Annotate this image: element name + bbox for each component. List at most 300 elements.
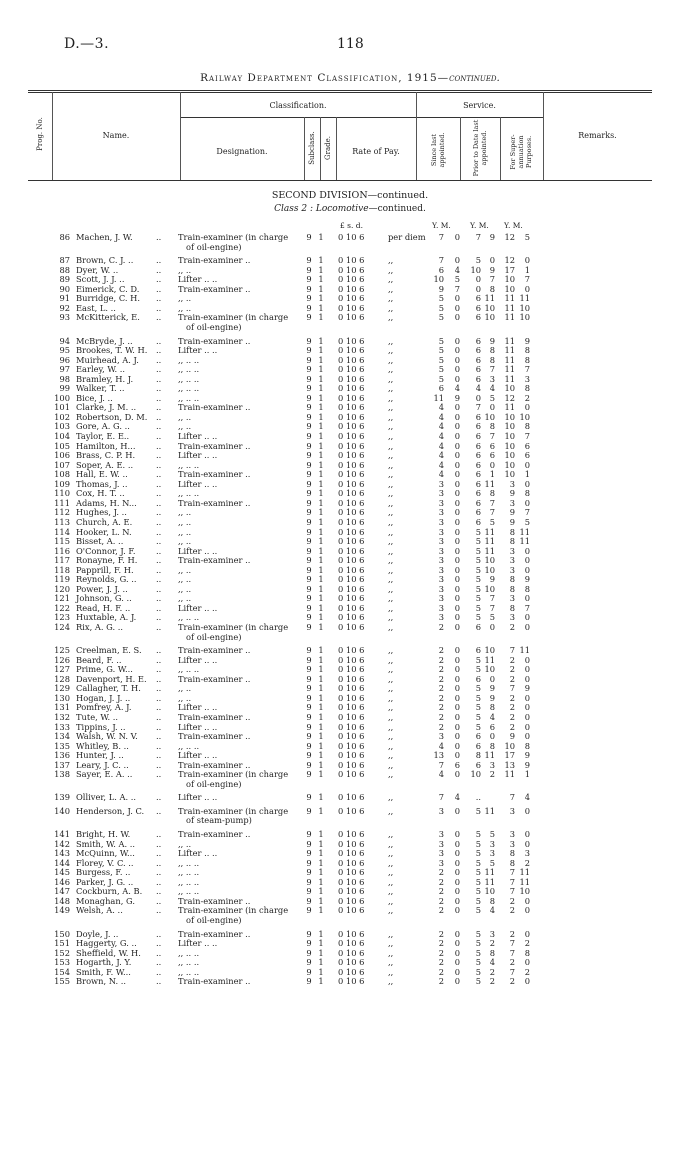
cell-per: ,, (388, 976, 394, 987)
cell-gr: 1 (318, 867, 324, 878)
cell-no: 112 (54, 507, 70, 518)
cell-no: 127 (54, 664, 70, 675)
cell-dots: .. (156, 516, 162, 527)
cell-no: 108 (54, 469, 70, 480)
cell-gr: 1 (318, 274, 324, 285)
cell-um: 3 (524, 373, 530, 384)
cell-dots: .. (156, 867, 162, 878)
cell-rate: 0 10 6 (338, 583, 365, 594)
cell-py: 6 (475, 497, 481, 508)
cell-des: ,, .. (178, 293, 192, 304)
cell-name: Hogarth, J. Y. (76, 957, 132, 968)
cell-pm: 5 (489, 392, 495, 403)
cell-per: ,, (388, 664, 394, 675)
cell-sm: 0 (454, 488, 460, 499)
cell-name: Earley, W. .. (76, 364, 126, 375)
cell-uy: 11 (504, 345, 515, 356)
cell-py: 5 (475, 583, 481, 594)
cell-no: 103 (54, 421, 70, 432)
table-row (0, 232, 700, 242)
cell-rate: 0 10 6 (338, 392, 365, 403)
cell-des: ,, .. .. (178, 373, 200, 384)
cell-um: 7 (524, 274, 530, 285)
cell-des: Lifter .. .. (178, 792, 218, 803)
cell-sy: 3 (438, 497, 444, 508)
table-row (0, 374, 700, 384)
cell-no: 138 (54, 769, 70, 780)
table-row (0, 593, 700, 603)
cell-name: Soper, A. E. .. (76, 459, 134, 470)
cell-rate: 0 10 6 (338, 938, 365, 949)
cell-gr: 1 (318, 769, 324, 780)
cell-sub: 9 (306, 702, 312, 713)
cell-sm: 0 (454, 711, 460, 722)
cell-no: 128 (54, 673, 70, 684)
cell-um: 11 (519, 536, 530, 547)
cell-um: 1 (524, 264, 530, 275)
cell-sy: 3 (438, 602, 444, 613)
cell-sm: 0 (454, 905, 460, 916)
cell-sm: 0 (454, 450, 460, 461)
cell-per: ,, (388, 957, 394, 968)
cell-sub: 9 (306, 905, 312, 916)
cell-dots: .. (156, 740, 162, 751)
cell-sub: 9 (306, 928, 312, 939)
cell-des: ,, .. .. (178, 364, 200, 375)
cell-sy: 4 (438, 411, 444, 422)
cell-name: Florey, V. C. .. (76, 857, 134, 868)
cell-uy: 7 (509, 947, 515, 958)
cell-sub: 9 (306, 895, 312, 906)
cell-sm: 0 (454, 526, 460, 537)
table-row (0, 284, 700, 294)
cell-des: ,, .. (178, 683, 192, 694)
cell-uy: 9 (509, 507, 515, 518)
cell-um: 1 (524, 769, 530, 780)
cell-rate: 0 10 6 (338, 966, 365, 977)
cell-py: 5 (475, 664, 481, 675)
cell-dots: .. (156, 848, 162, 859)
cell-pm: 3 (489, 838, 495, 849)
cell-dots: .. (156, 593, 162, 604)
cell-gr: 1 (318, 966, 324, 977)
cell-py: 5 (475, 602, 481, 613)
cell-rate: 0 10 6 (338, 274, 365, 285)
cell-py: 5 (475, 966, 481, 977)
cell-pm: 7 (489, 593, 495, 604)
cell-um: 0 (524, 402, 530, 413)
cell-per: ,, (388, 759, 394, 770)
cell-py: 5 (475, 876, 481, 887)
cell-py: 6 (475, 740, 481, 751)
cell-sub: 9 (306, 564, 312, 575)
cell-sm: 0 (454, 497, 460, 508)
cell-name: Hogan, J. J. .. (76, 692, 131, 703)
cell-sub: 9 (306, 431, 312, 441)
cell-sy: 3 (438, 564, 444, 575)
cell-uy: 7 (509, 876, 515, 887)
cell-sub: 9 (306, 440, 312, 451)
cell-um: 11 (519, 526, 530, 537)
cell-pm: 5 (489, 857, 495, 868)
cell-sm: 0 (454, 805, 460, 816)
cell-per: ,, (388, 928, 394, 939)
cell-des: Train-examiner .. (178, 829, 251, 839)
cell-gr: 1 (318, 622, 324, 632)
table-title (0, 72, 700, 84)
cell-dots: .. (156, 838, 162, 849)
cell-py: 6 (475, 459, 481, 470)
cell-sy: 2 (438, 938, 444, 949)
cell-um: 9 (524, 683, 530, 694)
cell-gr: 1 (318, 683, 324, 694)
cell-py: 5 (475, 895, 481, 906)
cell-py: 5 (475, 938, 481, 949)
cell-pm: 10 (484, 564, 495, 575)
cell-per: ,, (388, 838, 394, 849)
cell-pm: 9 (489, 683, 495, 694)
cell-sy: 3 (438, 593, 444, 604)
cell-dots: .. (156, 459, 162, 470)
cell-no: 130 (54, 692, 70, 703)
cell-um: 10 (519, 411, 530, 422)
cell-pm: 2 (489, 769, 495, 780)
cell-no: 118 (54, 564, 70, 575)
cell-no: 123 (54, 612, 70, 623)
cell-sub: 9 (306, 345, 312, 356)
cell-dots: .. (156, 283, 162, 294)
table-row (0, 712, 700, 722)
classification-underline (180, 117, 416, 118)
table-row (0, 674, 700, 684)
table-row (0, 450, 700, 460)
cell-um: 7 (524, 431, 530, 441)
cell-rate: 0 10 6 (338, 354, 365, 365)
cell-sy: 2 (438, 895, 444, 906)
cell-des: Train-examiner .. (178, 255, 251, 266)
cell-py: 6 (475, 421, 481, 432)
cell-sy: 2 (438, 664, 444, 675)
cell-name: Burridge, C. H. (76, 293, 141, 304)
cell-per: ,, (388, 731, 394, 742)
cell-gr: 1 (318, 293, 324, 304)
cell-sy: 13 (433, 750, 444, 761)
cell-per: ,, (388, 392, 394, 403)
cell-gr: 1 (318, 876, 324, 887)
cell-pm: 3 (489, 373, 495, 384)
cell-rate: 0 10 6 (338, 673, 365, 684)
cell-pm: 10 (484, 411, 495, 422)
cell-sy: 2 (438, 683, 444, 694)
cell-uy: 8 (509, 857, 515, 868)
page-number: 118 (337, 36, 364, 52)
col-prior-to: Prior to Date last appointed. (472, 119, 488, 177)
cell-sy: 3 (438, 857, 444, 868)
table-row (0, 612, 700, 622)
cell-sm: 4 (454, 264, 460, 275)
cell-des: ,, .. .. (178, 740, 200, 751)
cell-pm: 11 (484, 750, 495, 761)
cell-per: ,, (388, 602, 394, 613)
cell-des: Train-examiner .. (178, 335, 251, 346)
cell-sub: 9 (306, 731, 312, 742)
cell-dots: .. (156, 302, 162, 313)
cell-sm: 0 (454, 721, 460, 732)
cell-uy: 10 (504, 431, 515, 441)
cell-per: ,, (388, 478, 394, 489)
cell-pm: 8 (489, 283, 495, 294)
cell-sm: 0 (454, 354, 460, 365)
cell-des: Train-examiner .. (178, 440, 251, 451)
cell-sub: 9 (306, 829, 312, 839)
cell-gr: 1 (318, 302, 324, 313)
cell-sy: 4 (438, 431, 444, 441)
cell-py: 5 (475, 545, 481, 556)
table-row (0, 574, 700, 584)
cell-uy: 2 (509, 702, 515, 713)
cell-rate: 0 10 6 (338, 497, 365, 508)
cell-um: 5 (524, 232, 530, 242)
cell-no: 153 (54, 957, 70, 968)
cell-des: ,, .. .. (178, 876, 200, 887)
cell-sub: 9 (306, 507, 312, 518)
table-row (0, 750, 700, 760)
table-row (0, 896, 700, 906)
cell-sub: 9 (306, 555, 312, 566)
cell-name: Church, A. E. (76, 516, 133, 527)
cell-dots: .. (156, 769, 162, 780)
cell-sub: 9 (306, 255, 312, 266)
cell-dots: .. (156, 450, 162, 461)
cell-um: 6 (524, 450, 530, 461)
cell-rate: 0 10 6 (338, 459, 365, 470)
cell-gr: 1 (318, 536, 324, 547)
cell-sub: 9 (306, 421, 312, 432)
cell-per: ,, (388, 507, 394, 518)
cell-sy: 3 (438, 488, 444, 499)
cell-no: 104 (54, 431, 70, 441)
cell-sm: 0 (454, 740, 460, 751)
cell-name: Power, J. J. .. (76, 583, 128, 594)
cell-per: ,, (388, 876, 394, 887)
cell-uy: 11 (504, 373, 515, 384)
cell-py: 6 (475, 478, 481, 489)
cell-no: 90 (59, 283, 70, 294)
cell-rate: 0 10 6 (338, 602, 365, 613)
cell-py: 6 (475, 507, 481, 518)
table-row (0, 806, 700, 816)
table-row (0, 603, 700, 613)
cell-rate: 0 10 6 (338, 759, 365, 770)
cell-sy: 4 (438, 740, 444, 751)
cell-per: ,, (388, 354, 394, 365)
cell-dots: .. (156, 335, 162, 346)
cell-rate: 0 10 6 (338, 612, 365, 623)
cell-pm: 11 (484, 478, 495, 489)
cell-dots: .. (156, 255, 162, 266)
cell-des: Train-examiner .. (178, 759, 251, 770)
cell-uy: 9 (509, 731, 515, 742)
cell-name: Brookes, T. W. H. (76, 345, 148, 356)
cell-sub: 9 (306, 721, 312, 732)
cell-per: ,, (388, 593, 394, 604)
cell-um: 0 (524, 593, 530, 604)
cell-py: 5 (475, 947, 481, 958)
cell-sub: 9 (306, 402, 312, 413)
cell-name: Bisset, A. .. (76, 536, 124, 547)
cell-per: ,, (388, 702, 394, 713)
cell-sm: 0 (454, 886, 460, 897)
cell-des: Lifter .. .. (178, 938, 218, 949)
cell-pm: 0 (489, 731, 495, 742)
cell-um: 0 (524, 478, 530, 489)
cell-pm: 4 (489, 905, 495, 916)
cell-py: 6 (475, 411, 481, 422)
division-heading: SECOND DIVISION—continued. (271, 190, 429, 201)
cell-dots: .. (156, 673, 162, 684)
cell-no: 96 (59, 354, 70, 365)
cell-des-continued: of oil-engine) (186, 914, 242, 925)
cell-py: 6 (475, 469, 481, 480)
cell-sm: 7 (454, 283, 460, 294)
col-remarks: Remarks. (578, 131, 617, 140)
cell-per: ,, (388, 654, 394, 665)
cell-no: 114 (54, 526, 70, 537)
cell-des: Train-examiner (in charge (178, 622, 289, 632)
cell-py: 0 (475, 283, 481, 294)
table-row (0, 769, 700, 779)
cell-per: ,, (388, 555, 394, 566)
cell-pm: 3 (489, 928, 495, 939)
cell-gr: 1 (318, 488, 324, 499)
cell-no: 101 (54, 402, 70, 413)
cell-sy: 2 (438, 886, 444, 897)
cell-des: Lifter .. .. (178, 274, 218, 285)
cell-name: Haggerty, G. .. (76, 938, 137, 949)
cell-des: Train-examiner .. (178, 976, 251, 987)
cell-py: 5 (475, 564, 481, 575)
cell-per: ,, (388, 769, 394, 780)
cell-name: Pomfrey, A. J. (76, 702, 132, 713)
cell-um: 8 (524, 740, 530, 751)
table-row-continuation (0, 242, 700, 252)
cell-um: 0 (524, 459, 530, 470)
cell-um: 8 (524, 488, 530, 499)
cell-uy: 2 (509, 711, 515, 722)
cell-sy: 5 (438, 312, 444, 323)
cell-gr: 1 (318, 905, 324, 916)
table-row (0, 976, 700, 986)
cell-sm: 0 (454, 976, 460, 987)
cell-rate: 0 10 6 (338, 469, 365, 480)
table-row (0, 645, 700, 655)
cell-sy: 3 (438, 526, 444, 537)
cell-gr: 1 (318, 805, 324, 816)
cell-sub: 9 (306, 526, 312, 537)
cell-py: 6 (475, 345, 481, 356)
cell-rate: 0 10 6 (338, 683, 365, 694)
cell-sy: 2 (438, 867, 444, 878)
cell-sm: 0 (454, 769, 460, 780)
cell-pm: 10 (484, 555, 495, 566)
cell-des: ,, .. .. (178, 392, 200, 403)
cell-sm: 0 (454, 683, 460, 694)
cell-pm: 0 (489, 255, 495, 266)
cell-uy: 3 (509, 555, 515, 566)
cell-gr: 1 (318, 383, 324, 394)
cell-um: 7 (524, 507, 530, 518)
cell-py: 6 (475, 302, 481, 313)
cell-uy: 2 (509, 692, 515, 703)
cell-pm: 7 (489, 507, 495, 518)
cell-name: Doyle, J. .. (76, 928, 119, 939)
cell-name: Hunter, J. .. (76, 750, 124, 761)
cell-des: Train-examiner (in charge (178, 805, 289, 816)
cell-py: 6 (475, 364, 481, 375)
cell-um: 0 (524, 976, 530, 987)
cell-sub: 9 (306, 938, 312, 949)
cell-dots: .. (156, 574, 162, 585)
cell-des: Train-examiner (in charge (178, 312, 289, 323)
cell-sm: 0 (454, 593, 460, 604)
cell-sy: 3 (438, 545, 444, 556)
cell-sm: 0 (454, 876, 460, 887)
cell-pm: 7 (489, 497, 495, 508)
cell-py: 7 (475, 402, 481, 413)
cell-um: 0 (524, 905, 530, 916)
cell-sm: 0 (454, 411, 460, 422)
cell-dots: .. (156, 876, 162, 887)
cell-rate: 0 10 6 (338, 769, 365, 780)
cell-gr: 1 (318, 947, 324, 958)
col-grade: Grade. (324, 136, 332, 160)
cell-sm: 0 (454, 564, 460, 575)
cell-sub: 9 (306, 886, 312, 897)
cell-pm: 10 (484, 312, 495, 323)
cell-pm: 3 (489, 848, 495, 859)
cell-py: 5 (475, 905, 481, 916)
table-row-continuation (0, 632, 700, 642)
cell-des: Lifter .. .. (178, 721, 218, 732)
cell-dots: .. (156, 692, 162, 703)
cell-dots: .. (156, 469, 162, 480)
cell-per: ,, (388, 947, 394, 958)
table-row-continuation (0, 779, 700, 789)
cell-des: ,, .. (178, 302, 192, 313)
cell-um: 0 (524, 895, 530, 906)
cell-des: ,, .. (178, 516, 192, 527)
cell-sm: 5 (454, 274, 460, 285)
cell-des: Train-examiner (in charge (178, 232, 289, 242)
cell-pm: 7 (489, 274, 495, 285)
table-row (0, 536, 700, 546)
cell-gr: 1 (318, 478, 324, 489)
cell-des: ,, .. (178, 526, 192, 537)
cell-dots: .. (156, 440, 162, 451)
cell-des-continued: of oil-engine) (186, 631, 242, 642)
cell-des: ,, .. .. (178, 966, 200, 977)
cell-sm: 0 (454, 895, 460, 906)
cell-des-continued: of oil-engine) (186, 778, 242, 789)
cell-sy: 3 (438, 838, 444, 849)
cell-pm: 4 (489, 383, 495, 394)
table-row-continuation (0, 815, 700, 825)
cell-sm: 0 (454, 431, 460, 441)
cell-sy: 4 (438, 450, 444, 461)
cell-uy: 2 (509, 895, 515, 906)
cell-um: 10 (519, 312, 530, 323)
cell-uy: 11 (504, 769, 515, 780)
